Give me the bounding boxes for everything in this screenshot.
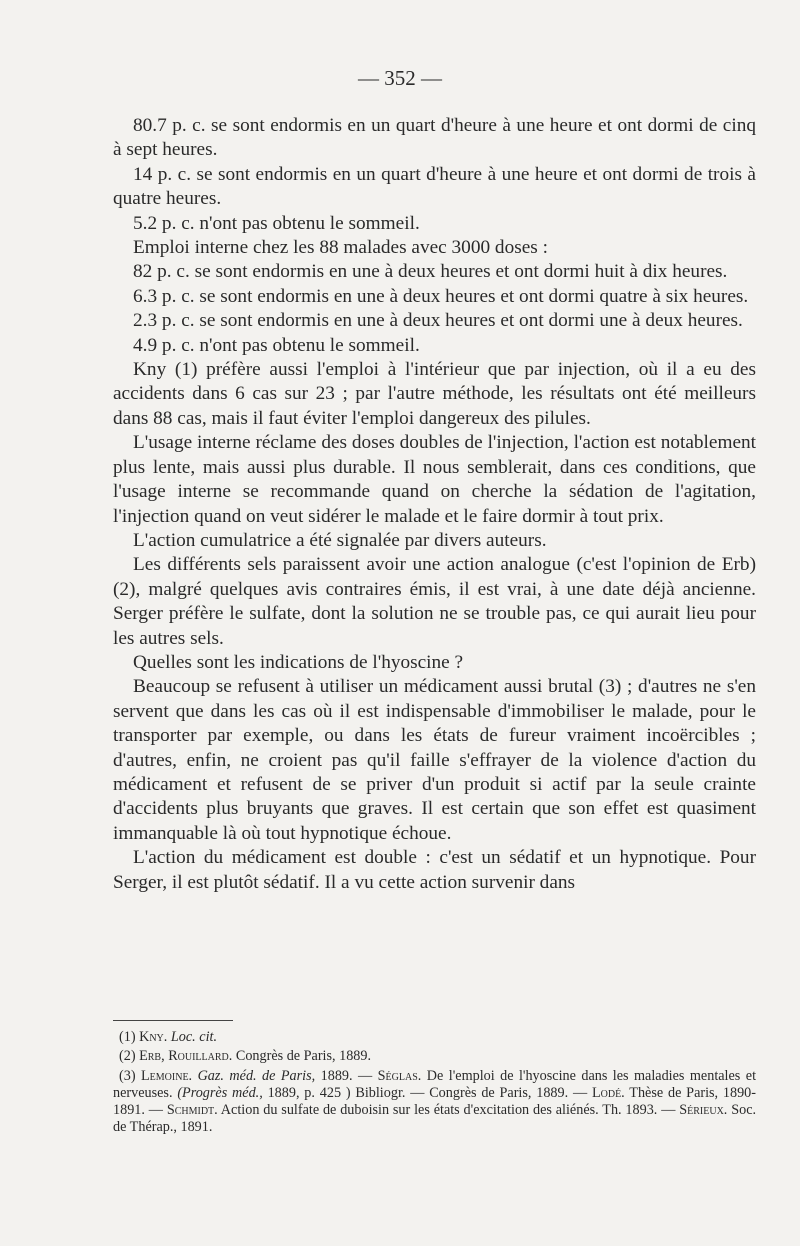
paragraph: 2.3 p. c. se sont endormis en une à deux heures et ont dormi une à deux heures. (133, 310, 743, 332)
footnote-text: Action du sulfate de duboisin sur les états d'excitation des aliénés. Th. 1893. — (220, 1102, 676, 1119)
footnote-text: Soc. de Thérap., 1891. (113, 1102, 757, 1136)
footnote-number: (2) (119, 1048, 136, 1065)
paragraph: 82 p. c. se sont endormis en une à deux heures et ont dormi huit à dix heures. (133, 261, 728, 283)
footnote-text: 1889. — (320, 1067, 373, 1084)
paragraph: L'action cumulatrice a été signalée par divers auteurs. (133, 529, 547, 551)
footnote-text: Congrès de Paris, 1889. (235, 1048, 372, 1065)
footnote-author: Erb, Rouillard. (139, 1048, 233, 1065)
footnote-ref: Loc. cit. (170, 1029, 217, 1045)
footnote-journal: Gaz. méd. de Paris, (197, 1067, 316, 1084)
paragraph: Emploi interne chez les 88 malades avec 3000 doses : (133, 237, 548, 259)
footnote-author: Lodé. (591, 1084, 625, 1101)
body-text (113, 114, 756, 895)
footnote-author: Lemoine. (141, 1067, 193, 1084)
paragraph: Les différents sels paraissent avoir une action analogue (c'est l'opinion de Erb) (2), malgré quelques avis contraires émis, il est vrai, à une date déjà ancienne. Serger préfère le sulfate, dont la solution ne se trouble pas, ce qui aurait lieu pour les autres sels. (113, 554, 756, 649)
footnote-author: Schmidt. (166, 1102, 218, 1119)
footnote-author: Séglas. (377, 1067, 422, 1084)
footnote-author: Kny. (139, 1029, 168, 1045)
footnote-2 (113, 1048, 756, 1065)
paragraph: 14 p. c. se sont endormis en un quart d'heure à une heure et ont dormi de trois à quatre heures. (113, 163, 756, 210)
footnote-text: 1889, p. 425 ) Bibliogr. — Congrès de Paris, 1889. — (267, 1084, 588, 1101)
paragraph: 4.9 p. c. n'ont pas obtenu le sommeil. (133, 334, 420, 356)
footnote-rule (113, 1020, 233, 1021)
page-number: — 352 — (358, 66, 442, 90)
footnotes (113, 1029, 756, 1139)
footnote-text: Thèse de Paris, 1890-1891. — (113, 1084, 757, 1119)
paragraph: Beaucoup se refusent à utiliser un médicament aussi brutal (3) ; d'autres ne s'en servent que dans les cas où il est indispensable d'immobiliser le malade, pour le transporter par exemple, ou dans les états de fureur vraiment incoërcibles ; d'autres, enfin, ne croient pas qu'il faille s'effrayer de la violence d'action du médicament et refusent de se priver d'un produit si actif par la seule crainte d'accidents plus bruyants que graves. Il est certain que son effet est quasiment immanquable là où tout hypnotique échoue. (113, 676, 756, 844)
footnote-number: (3) (119, 1067, 136, 1084)
footnote-1 (113, 1029, 756, 1046)
footnote-3 (113, 1068, 756, 1137)
paragraph: Quelles sont les indications de l'hyoscine ? (133, 651, 464, 673)
footnote-number: (1) (119, 1029, 136, 1045)
paragraph: L'usage interne réclame des doses doubles de l'injection, l'action est notablement plus lente, mais aussi plus durable. Il nous semblerait, dans ces conditions, que l'usage interne se recommande quand on cherche la sédation de l'agitation, l'injection quand on veut sidérer le malade et le faire dormir à tout prix. (113, 432, 756, 527)
paragraph: L'action du médicament est double : c'est un sédatif et un hypnotique. Pour Serger, il est plutôt sédatif. Il a vu cette action survenir dans (113, 847, 756, 893)
paragraph: 6.3 p. c. se sont endormis en une à deux heures et ont dormi quatre à six heures. (133, 285, 749, 307)
footnote-journal: (Progrès méd., (177, 1084, 263, 1101)
paragraph: Kny (1) préfère aussi l'emploi à l'intérieur que par injection, où il a eu des accidents dans 6 cas sur 23 ; par l'autre méthode, les résultats ont été meilleurs dans 88 cas, mais il faut éviter l'emploi dangereux des pilules. (113, 359, 756, 429)
footnote-text: De l'emploi de l'hyoscine dans les maladies mentales et nerveuses. (113, 1067, 757, 1101)
paragraph: 80.7 p. c. se sont endormis en un quart d'heure à une heure et ont dormi de cinq à sept heures. (113, 115, 756, 161)
paragraph: 5.2 p. c. n'ont pas obtenu le sommeil. (133, 212, 420, 234)
footnote-author: Sérieux. (679, 1102, 728, 1119)
